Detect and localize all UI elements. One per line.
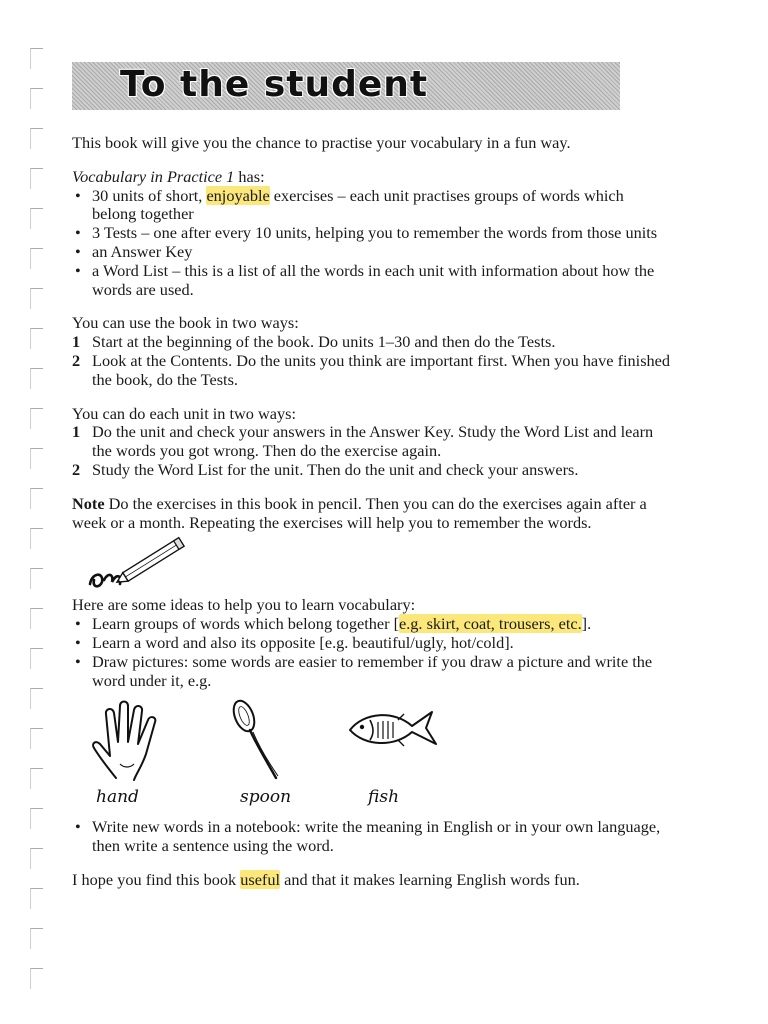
highlighted-example: e.g. skirt, coat, trousers, etc. [399, 614, 582, 634]
fish-drawing-icon [346, 698, 442, 763]
contents-heading [72, 168, 672, 187]
contents-list [72, 187, 672, 300]
highlighted-word: useful [240, 869, 281, 889]
margin-mark [30, 768, 43, 789]
list-item: • Learn a word and also its opposite [e.g. beautiful/ugly, hot/cold]. [72, 634, 672, 653]
list-item [72, 187, 672, 225]
item-text: Do the unit and check your answers in the Answer Key. Study the Word List and learn the words you got wrong. Then do the exercise again. [92, 422, 654, 461]
margin-mark [30, 368, 43, 389]
margin-mark [30, 288, 43, 309]
item-text: Start at the beginning of the book. Do units 1–30 and then do the Tests. [92, 332, 556, 352]
margin-mark [30, 608, 43, 629]
item-text: exercises – each unit practises groups of words which belong together [92, 185, 624, 224]
contents-heading-rest: has: [234, 166, 265, 186]
margin-mark [30, 688, 43, 709]
list-item: • 3 Tests – one after every 10 units, helping you to remember the words from those units [72, 224, 672, 243]
numbered-item [72, 461, 672, 480]
numbered-item [72, 333, 672, 352]
margin-mark [30, 728, 43, 749]
numbered-item [72, 352, 672, 390]
margin-mark [30, 448, 43, 469]
highlighted-word: enjoyable [206, 185, 270, 205]
margin-mark [30, 968, 43, 989]
list-item: • a Word List – this is a list of all the words in each unit with information about how the words are used. [72, 262, 672, 300]
item-number: 1 [72, 422, 81, 442]
margin-mark [30, 48, 43, 69]
use-book-intro: You can use the book in two ways: [72, 313, 299, 333]
margin-mark [30, 168, 43, 189]
margin-mark [30, 888, 43, 909]
list-item: • Draw pictures: some words are easier to remember if you draw a picture and write the word under it, e.g. [72, 653, 672, 691]
margin-mark [30, 248, 43, 269]
item-text: ]. [581, 614, 592, 634]
page-content [72, 134, 672, 890]
fish-label: fish [368, 787, 400, 808]
margin-mark [30, 808, 43, 829]
each-unit-list [72, 423, 672, 479]
closing-text: and that it makes learning English words fun. [280, 869, 580, 889]
hand-label: hand [96, 787, 139, 808]
margin-mark [30, 568, 43, 589]
margin-mark [30, 528, 43, 549]
book-title: Vocabulary in Practice 1 [72, 166, 235, 186]
ideas-list [72, 615, 672, 690]
spoon-label: spoon [240, 787, 292, 808]
item-text: Look at the Contents. Do the units you think are important first. When you have finished the book, do the Tests. [92, 350, 671, 389]
margin-mark [30, 928, 43, 949]
note-label: Note [72, 493, 105, 513]
item-number: 2 [72, 350, 81, 370]
list-item: • an Answer Key [72, 243, 672, 262]
item-text: Learn groups of words which belong together [ [92, 614, 399, 634]
pencil-writing-icon [86, 536, 672, 596]
page-title: To the student [120, 64, 429, 105]
hand-drawing-icon [86, 698, 166, 789]
margin-mark [30, 648, 43, 669]
note-text: Do the exercises in this book in pencil. Then you can do the exercises again after a week or a month. Repeating the exercises will help you to remember the words. [72, 493, 647, 532]
use-book-list [72, 333, 672, 389]
each-unit-intro: You can do each unit in two ways: [72, 403, 296, 423]
ideas-intro: Here are some ideas to help you to learn vocabulary: [72, 595, 416, 615]
ideas-list-continued [72, 818, 672, 856]
closing-text: I hope you find this book [72, 869, 241, 889]
example-pictures [72, 698, 672, 810]
margin-mark [30, 488, 43, 509]
margin-mark [30, 848, 43, 869]
item-number: 1 [72, 332, 81, 352]
scan-margin-marks [22, 48, 52, 1008]
margin-mark [30, 128, 43, 149]
closing-paragraph [72, 871, 672, 890]
list-item: • Write new words in a notebook: write the meaning in English or in your own language, then write a sentence using the word. [72, 818, 672, 856]
note-paragraph [72, 495, 672, 533]
title-banner [72, 62, 620, 110]
margin-mark [30, 208, 43, 229]
spoon-drawing-icon [230, 698, 290, 789]
margin-mark [30, 408, 43, 429]
intro-paragraph: This book will give you the chance to practise your vocabulary in a fun way. [72, 133, 571, 152]
item-number: 2 [72, 459, 81, 479]
item-text: 30 units of short, [92, 185, 207, 205]
margin-mark [30, 88, 43, 109]
numbered-item [72, 423, 672, 461]
list-item [72, 615, 672, 634]
item-text: Study the Word List for the unit. Then do the unit and check your answers. [92, 459, 579, 479]
margin-mark [30, 328, 43, 349]
